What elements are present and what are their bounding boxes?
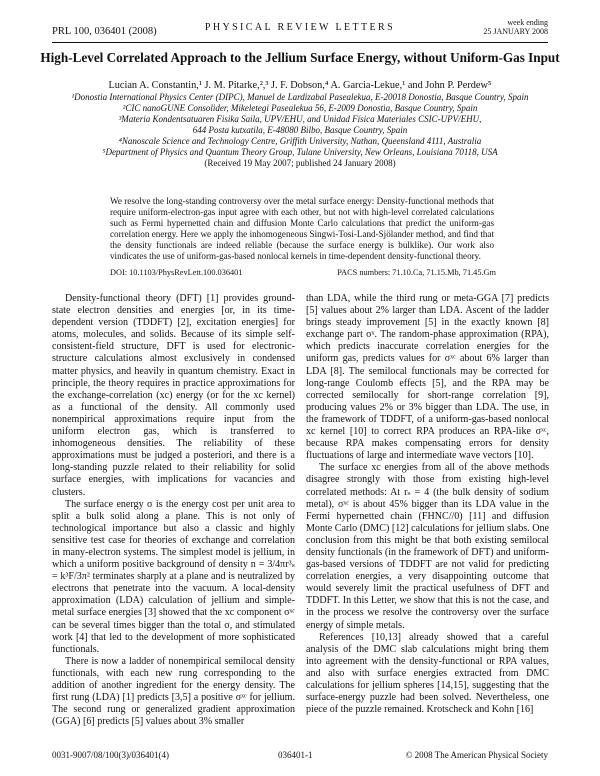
- affiliation: ¹Donostia International Physics Center (DIPC), Manuel de Lardizabal Pasealekua, E-20018 Donostia, Basque Country, Spain: [71, 92, 529, 102]
- week-label: week ending: [507, 18, 548, 27]
- received-dates: (Received 19 May 2007; published 24 January 2008): [204, 158, 396, 168]
- affiliation: ⁵Department of Physics and Quantum Theory Group, Tulane University, New Orleans, Louisiana 70118, USA: [102, 147, 498, 157]
- body-paragraph: Density-functional theory (DFT) [1] provides ground-state electron densities and energies [or, in its time-dependent version (TDDFT) [2], excitation energies] for atoms, molecules, and solids. Because of its simple self-consistent-field structure, DFT is used for electronic-structure calculations almost exclusively in condensed matter physics, and heavily in quantum chemistry. Exact in principle, the theory requires in practice approximations for the exchange-correlation (xc) energy (or for the xc kernel) as a functional of the density. All commonly used nonempirical approximations require input from the uniform electron gas, which is transferred to inhomogeneous densities. The reliability of these approximations must be judged a posteriori, and there is a long-standing puzzle related to their reliability for solid surface energies, with implications for vacancies and clusters.: [52, 293, 295, 498]
- pacs-numbers: PACS numbers: 71.10.Ca, 71.15.Mb, 71.45.Gm: [337, 268, 496, 277]
- body-paragraph: than LDA, while the third rung or meta-GGA [7] predicts [5] values about 2% larger than LDA. Ascent of the ladder brings steady improvement [5] in the exactly known [8] exchange part σˣ. The random-phase approximation (RPA), which predicts inaccurate correlation energies for the uniform gas, predicts values for σˣᶜ about 6% larger than LDA [8]. The semilocal functionals may be corrected for long-range Coulomb effects [5], and the RPA may be corrected semilocally for short-range correlation [9], producing values 2% or 3% bigger than LDA. The use, in the framework of TDDFT, of a uniform-gas-based nonlocal xc kernel [10] to correct RPA produces an RPA-like σˣᶜ, because RPA makes compensating errors for density fluctuations of large and intermediate wave vectors [10].: [306, 293, 549, 462]
- body-paragraph: The surface xc energies from all of the above methods disagree strongly with those from existing high-level correlated methods: At rₛ = 4 (the bulk density of sodium metal), σˣᶜ is about 45% bigger than its LDA value in the Fermi hypernetted chain (FHNC//0) [11] and diffusion Monte Carlo (DMC) [12] calculations for jellium slabs. One conclusion from this might be that both existing semilocal density functionals (in the framework of DFT) and uniform-gas-based versions of TDDFT are not valid for predicting correlation energies, a very disappointing outcome that would severely limit the practical usefulness of DFT and TDDFT. In this Letter, we show that this is not the case, and in the process we resolve the controversy over the surface energy of simple metals.: [306, 462, 549, 631]
- abstract: We resolve the long-standing controversy over the metal surface energy: Density-functional methods that require uniform-electron-gas input agree with each other, but not with high-level correlated calculations such as Fermi hypernetted chain and diffusion Monte Carlo calculations that predict the uniform-gas correlation energy. Here we apply the inhomogeneous Singwi-Tosi-Land-Sjölander method, and find that the density functionals are indeed reliable (because the surface energy is bulklike). Our work also vindicates the use of uniform-gas-based nonlocal kernels in time-dependent density-functional theory.: [110, 196, 494, 262]
- body-paragraph: There is now a ladder of nonempirical semilocal density functionals, with each new rung corresponding to the addition of another ingredient for the energy density. The first rung (LDA) [1] predicts [3,5] a positive σˣᶜ for jellium. The second rung or generalized gradient approximation (GGA) [6] predicts [5] values about 3% smaller: [52, 655, 295, 728]
- right-column: [306, 293, 549, 716]
- body-paragraph: References [10,13] already showed that a careful analysis of the DMC slab calculations might bring them into agreement with the density-functional or RPA values, and also with surface energies extracted from DMC calculations for jellium spheres [14,15], suggesting that the surface-energy puzzle had been solved. Nevertheless, one piece of the puzzle remained. Krotscheck and Kohn [16]: [306, 631, 549, 716]
- affiliations: [30, 92, 570, 169]
- copyright: © 2008 The American Physical Society: [405, 750, 548, 760]
- affiliation: 644 Posta kutxatila, E-48080 Bilbo, Basque Country, Spain: [192, 125, 408, 135]
- footer-code: 0031-9007/08/100(3)/036401(4): [52, 750, 169, 760]
- journal-reference: PRL 100, 036401 (2008): [52, 26, 157, 37]
- page-number: 036401-1: [278, 750, 313, 760]
- journal-name: PHYSICAL REVIEW LETTERS: [204, 22, 396, 33]
- author-list: Lucian A. Constantin,¹ J. M. Pitarke,²,³ J. F. Dobson,⁴ A. Garcia-Lekue,¹ and John P. Perdew⁵: [108, 80, 492, 91]
- paper-title: High-Level Correlated Approach to the Jellium Surface Energy, without Uniform-Gas Input: [40, 50, 560, 65]
- header-rule: [52, 42, 548, 43]
- affiliation: ⁴Nanoscale Science and Technology Centre, Griffith University, Nathan, Queensland 4111, Australia: [118, 136, 482, 146]
- date-label: 25 JANUARY 2008: [483, 27, 548, 36]
- left-column: [52, 293, 295, 728]
- issue-date: [483, 18, 548, 36]
- doi-link[interactable]: DOI: 10.1103/PhysRevLett.100.036401: [110, 268, 243, 277]
- body-paragraph: The surface energy σ is the energy cost per unit area to split a bulk solid along a plane. This is not only of technological importance but also a classic and highly sensitive test case for theories of exchange and correlation in many-electron systems. The simplest model is jellium, in which a uniform positive background of density n = 3/4πr³ₛ = k³F/3π² terminates sharply at a plane and is neutralized by electrons that penetrate into the vacuum. A local-density approximation (LDA) calculation of jellium and simple-metal surface energies [3] showed that the xc component σˣᶜ can be several times bigger than the total σ, and stimulated work [4] that led to the development of more sophisticated functionals.: [52, 498, 295, 655]
- affiliation: ³Materia Kondentsatuaren Fisika Saila, UPV/EHU, and Unidad Física Materiales CSIC-UPV/EHU,: [118, 114, 482, 124]
- affiliation: ²CIC nanoGUNE Consolider, Mikeletegi Pasealekua 56, E-2009 Donostia, Basque Country, Spain: [122, 103, 478, 113]
